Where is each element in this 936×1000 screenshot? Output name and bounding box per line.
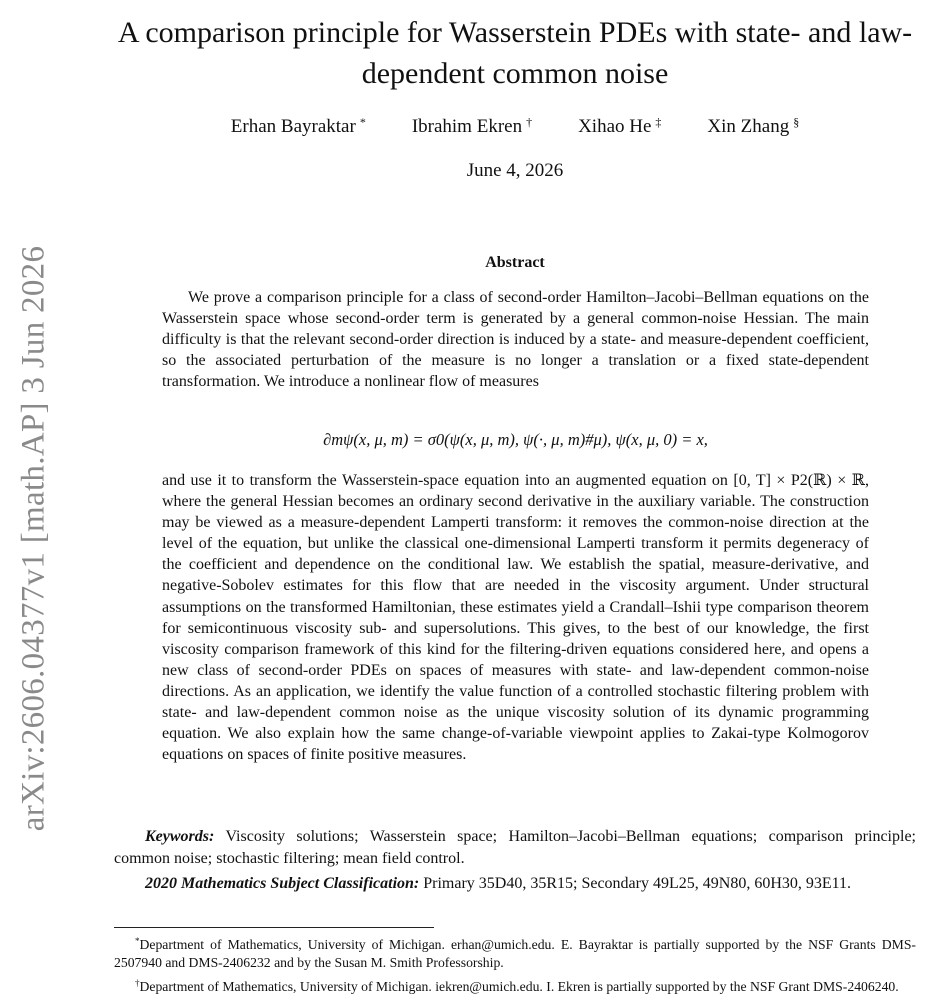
footnote-divider [114,927,434,928]
abstract-paragraph: and use it to transform the Wasserstein-space equation into an augmented equation on [0, T] × P2(ℝ) × ℝ, where the general Hessian becomes an ordinary second derivative in the auxiliary variable. The construction may be viewed as a measure-dependent Lamperti transform: it removes the common-noise direction at the level of the equation, but unlike the classical one-dimensional Lamperti transform it permits degeneracy of the coefficient and dependence on the conditional law. We establish the spatial, measure-derivative, and negative-Sobolev estimates for this flow that are needed in the viscosity argument. Under structural assumptions on the transformed Hamiltonian, these estimates yield a Crandall–Ishii type comparison theorem for semicontinuous viscosity sub- and supersolutions. This gives, to the best of our knowledge, the first viscosity comparison framework of this kind for the filtering-driven equations considered here, and opens a new class of second-order PDEs on spaces of measures with state- and law-dependent common-noise directions. As an application, we identify the value function of a controlled stochastic filtering problem with state- and law-dependent common noise as the unique viscosity solution of its dynamic programming equation. We also explain how the same change-of-variable viewpoint applies to Zakai-type Kolmogorov equations on spaces of finite positive measures. [162,472,869,764]
footnotes [114,932,916,998]
abstract-heading: Abstract [485,254,545,271]
author-footnote-mark[interactable]: * [359,115,366,129]
msc-label: 2020 Mathematics Subject Classification: [145,875,420,892]
footnote-text: Department of Mathematics, University of Michigan. erhan@umich.edu. E. Bayraktar is partially supported by the NSF Grants DMS-2507940 and DMS-2406232 and by the Susan M. Smith Professorship. [114,937,916,970]
footnote [114,932,916,972]
msc-line [114,873,916,895]
display-equation: ∂mψ(x, μ, m) = σ0(ψ(x, μ, m), ψ(·, μ, m)#μ), ψ(x, μ, 0) = x, [323,430,708,449]
keywords-line [114,826,916,869]
author-name: Xihao He [578,116,652,137]
abstract-body-continued [162,470,869,765]
author [412,115,532,138]
footnote-mark: * [135,936,140,946]
author-footnote-mark[interactable]: § [793,115,800,129]
msc-text: Primary 35D40, 35R15; Secondary 49L25, 49N80, 60H30, 93E11. [423,875,852,892]
author [707,115,799,138]
keywords-text: Viscosity solutions; Wasserstein space; Hamilton–Jacobi–Bellman equations; comparison principle; common noise; stochastic filtering; mean field control. [114,828,916,867]
footnote-text: Department of Mathematics, University of Michigan. iekren@umich.edu. I. Ekren is partially supported by the NSF Grant DMS-2406240. [139,979,899,994]
keywords-label: Keywords: [145,828,215,845]
author-list [100,115,930,138]
abstract-paragraph: We prove a comparison principle for a class of second-order Hamilton–Jacobi–Bellman equations on the Wasserstein space whose second-order term is generated by a general common-noise Hessian. The main difficulty is that the relevant second-order direction is induced by a state- and measure-dependent coefficient, so the associated perturbation of the measure is no longer a translation or a fixed state-dependent transformation. We introduce a nonlinear flow of measures [162,289,869,391]
paper-title: A comparison principle for Wasserstein PDEs with state- and law-dependent common noise [117,16,913,90]
author-footnote-mark[interactable]: ‡ [655,115,662,129]
author-name: Xin Zhang [707,116,790,137]
footnote-mark: † [135,978,140,988]
arxiv-identifier-stamp [14,218,54,858]
publication-date: June 4, 2026 [466,160,564,181]
author [578,115,661,138]
footnote [114,974,916,996]
keywords-section [114,826,916,899]
abstract-body [162,287,869,392]
author-name: Erhan Bayraktar [230,116,356,137]
arxiv-identifier-text: arXiv:2606.04377v1 [math.AP] 3 Jun 2026 [15,245,52,831]
author-footnote-mark[interactable]: † [526,115,533,129]
author [231,115,366,138]
author-name: Ibrahim Ekren [411,116,523,137]
